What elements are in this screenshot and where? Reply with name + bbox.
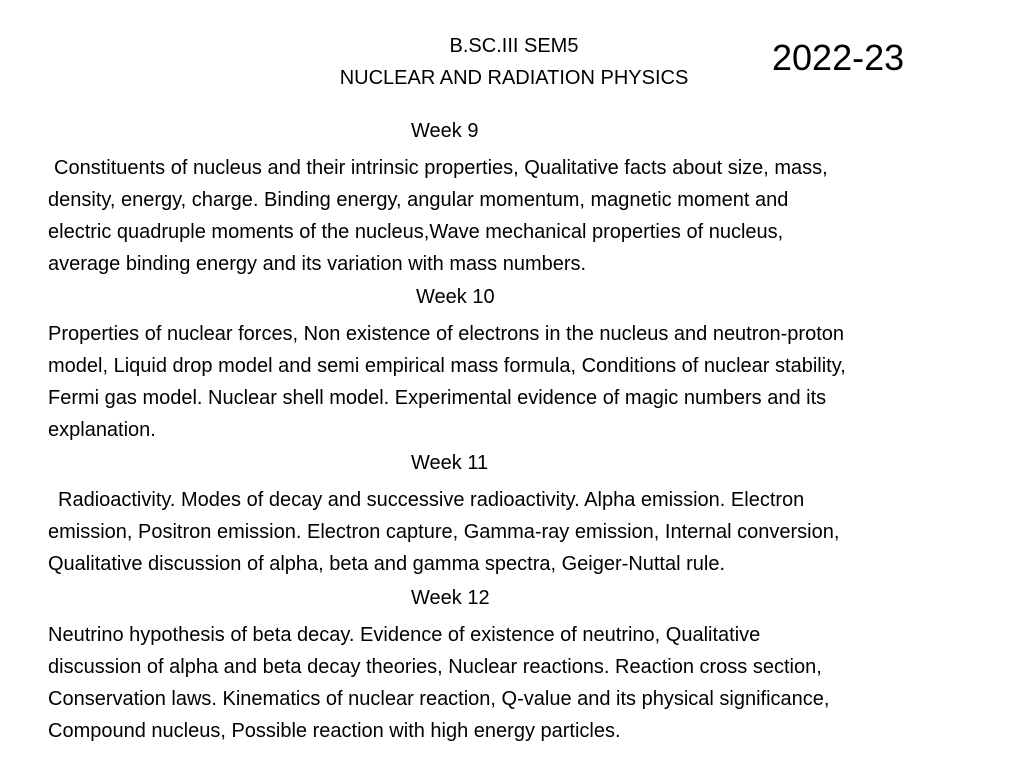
topic-line: density, energy, charge. Binding energy, angular momentum, magnetic moment and xyxy=(48,189,789,211)
course-title: B.SC.III SEM5 xyxy=(449,35,579,57)
topic-line: electric quadruple moments of the nucleus,Wave mechanical properties of nucleus, xyxy=(48,221,784,243)
topic-line: Qualitative discussion of alpha, beta and gamma spectra, Geiger-Nuttal rule. xyxy=(48,553,726,575)
week-heading: Week 10 xyxy=(416,286,495,308)
week-topics xyxy=(48,484,1008,580)
academic-year: 2022-23 xyxy=(772,37,905,78)
topic-line: average binding energy and its variation with mass numbers. xyxy=(48,253,587,275)
week-topics xyxy=(48,318,1008,446)
week-heading: Week 12 xyxy=(411,587,490,609)
topic-line: Neutrino hypothesis of beta decay. Evidence of existence of neutrino, Qualitative xyxy=(48,624,761,646)
week-heading: Week 11 xyxy=(411,452,489,474)
week-heading: Week 9 xyxy=(411,120,479,142)
topic-line: explanation. xyxy=(48,419,156,441)
week-topics xyxy=(48,152,1008,280)
topic-line: Fermi gas model. Nuclear shell model. Experimental evidence of magic numbers and its xyxy=(48,387,827,409)
week-topics xyxy=(48,619,1008,747)
topic-line: Properties of nuclear forces, Non existence of electrons in the nucleus and neutron-proton xyxy=(48,323,845,345)
topic-line: discussion of alpha and beta decay theories, Nuclear reactions. Reaction cross section, xyxy=(48,656,822,678)
topic-line: emission, Positron emission. Electron capture, Gamma-ray emission, Internal conversion, xyxy=(48,521,840,543)
topic-line: Compound nucleus, Possible reaction with high energy particles. xyxy=(48,720,621,742)
topic-line: Conservation laws. Kinematics of nuclear reaction, Q-value and its physical significance, xyxy=(48,688,830,710)
topic-line: Constituents of nucleus and their intrinsic properties, Qualitative facts about size, mass, xyxy=(54,157,828,179)
topic-line: model, Liquid drop model and semi empirical mass formula, Conditions of nuclear stability, xyxy=(48,355,846,377)
topic-line: Radioactivity. Modes of decay and successive radioactivity. Alpha emission. Electron xyxy=(58,489,805,511)
course-subtitle: NUCLEAR AND RADIATION PHYSICS xyxy=(339,67,689,89)
